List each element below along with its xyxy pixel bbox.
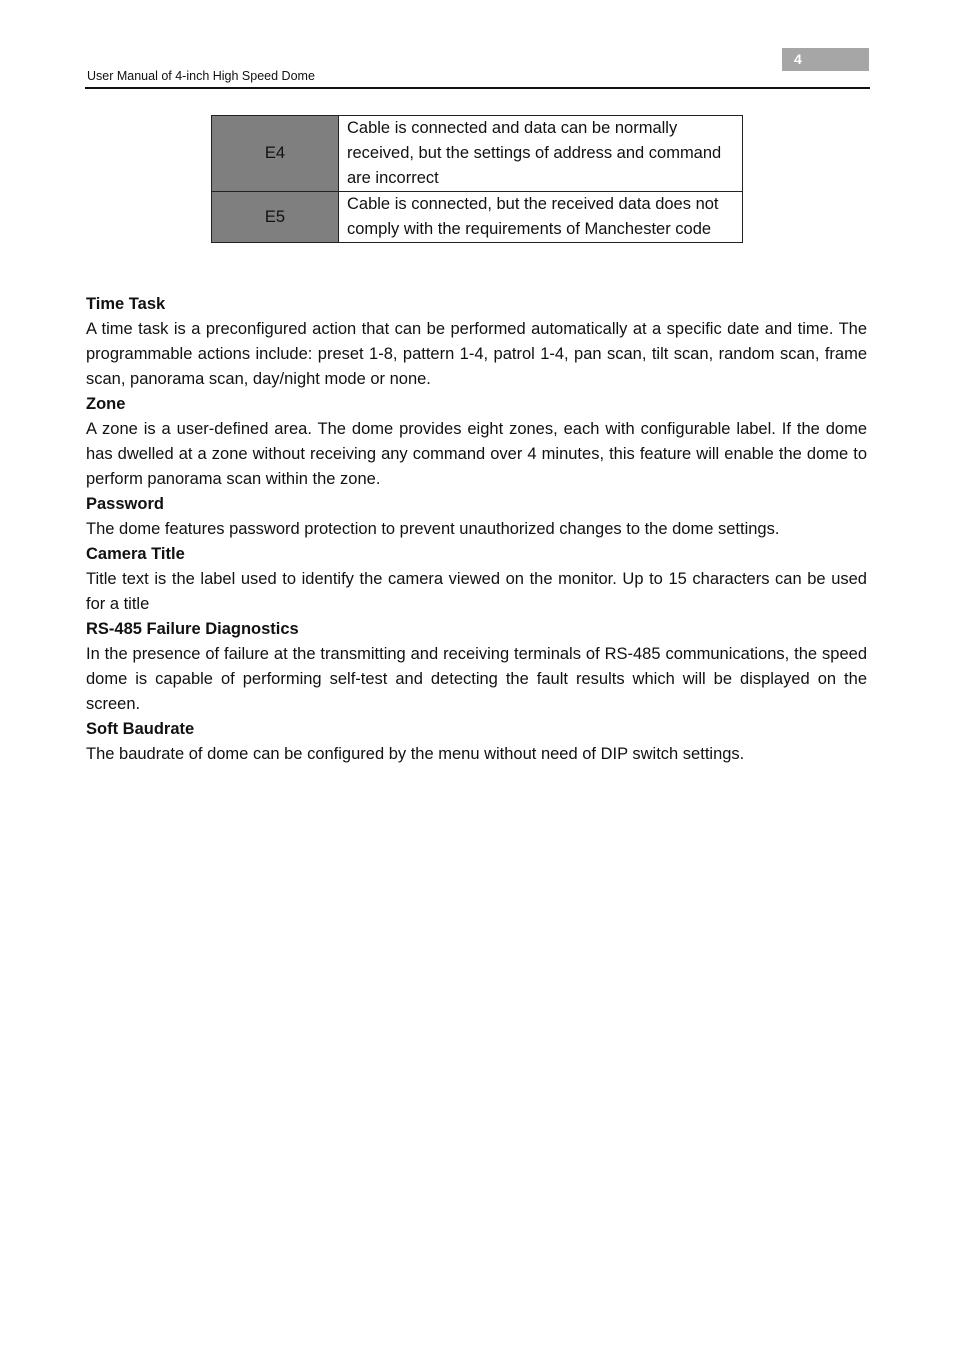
section-heading-password: Password <box>86 495 164 513</box>
section-body-soft-baudrate: The baudrate of dome can be configured by the menu without need of DIP switch settings. <box>86 745 745 763</box>
section-heading-soft-baudrate: Soft Baudrate <box>86 720 195 738</box>
error-description-cell: Cable is connected and data can be normally received, but the settings of address and command are incorrect <box>339 116 743 192</box>
table-row <box>212 116 743 192</box>
header-divider <box>85 87 870 89</box>
feature-sections <box>86 292 867 767</box>
table-row <box>212 192 743 243</box>
section-body-time-task: A time task is a preconfigured action that can be performed automatically at a specific date and time. The programmable actions include: preset 1-8, pattern 1-4, patrol 1-4, pan scan, tilt scan, random scan, frame scan, panorama scan, day/night mode or none. <box>86 320 867 388</box>
error-code-table <box>211 115 743 243</box>
section-body-password: The dome features password protection to prevent unauthorized changes to the dome settings. <box>86 520 780 538</box>
error-description-cell: Cable is connected, but the received data does not comply with the requirements of Manchester code <box>339 192 743 243</box>
section-body-zone: A zone is a user-defined area. The dome provides eight zones, each with configurable label. If the dome has dwelled at a zone without receiving any command over 4 minutes, this feature will enable the dome to perform panorama scan within the zone. <box>86 420 867 488</box>
section-body-rs485-diagnostics: In the presence of failure at the transmitting and receiving terminals of RS-485 communications, the speed dome is capable of performing self-test and detecting the fault results which will be displayed on the screen. <box>86 645 867 713</box>
error-code-cell: E5 <box>212 192 339 243</box>
page-number: 4 <box>782 48 869 71</box>
section-heading-camera-title: Camera Title <box>86 545 185 563</box>
section-heading-rs485-diagnostics: RS-485 Failure Diagnostics <box>86 620 299 638</box>
section-body-camera-title: Title text is the label used to identify the camera viewed on the monitor. Up to 15 characters can be used for a title <box>86 570 867 613</box>
error-code-cell: E4 <box>212 116 339 192</box>
section-heading-time-task: Time Task <box>86 295 166 313</box>
running-header: User Manual of 4-inch High Speed Dome <box>87 69 315 83</box>
section-heading-zone: Zone <box>86 395 126 413</box>
